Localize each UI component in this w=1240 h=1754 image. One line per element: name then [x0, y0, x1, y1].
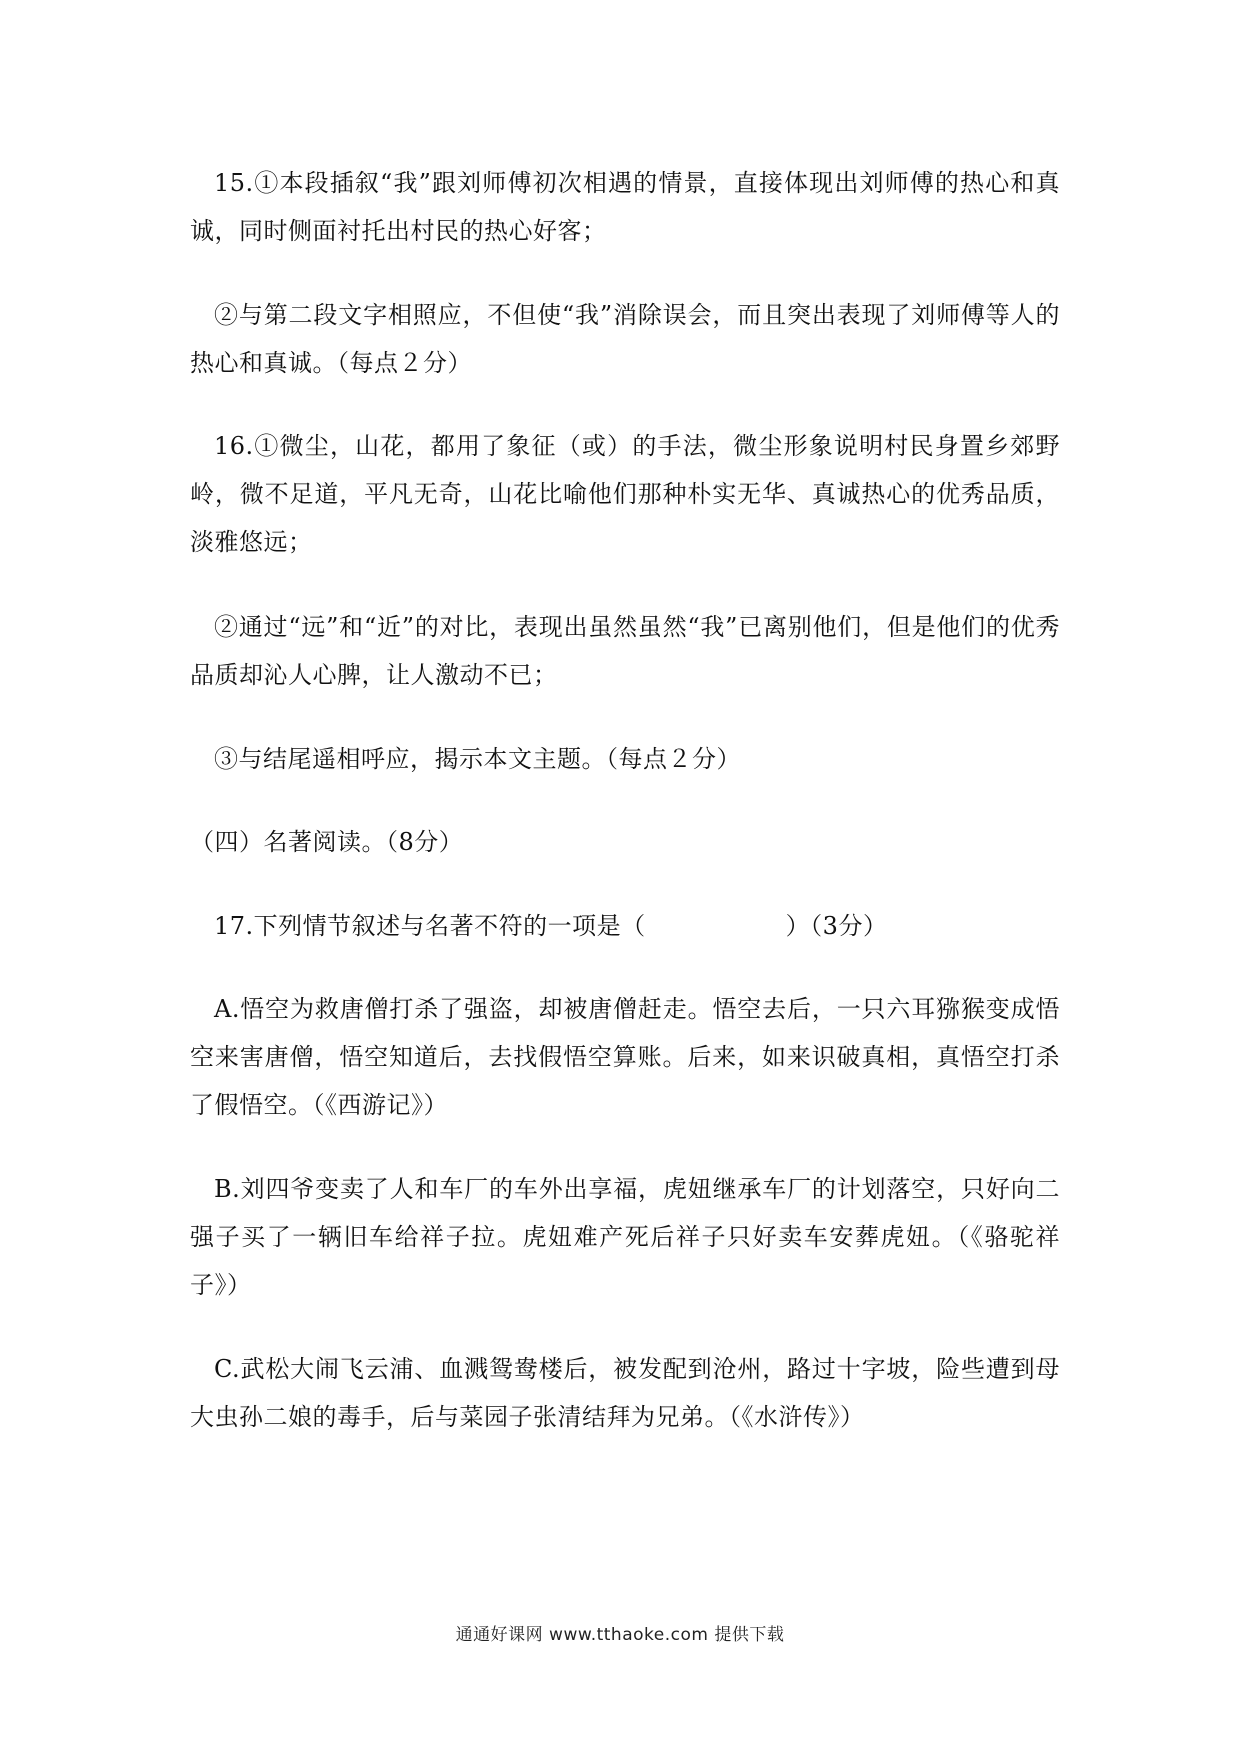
answer-15-part-1: 15.①本段插叙“我”跟刘师傅初次相遇的情景，直接体现出刘师傅的热心和真诚，同时侧面衬托出村民的热心好客； [190, 169, 1060, 245]
footer-source-note: 通通好课网 www.tthaoke.com 提供下载 [455, 1625, 785, 1645]
answer-16-part-2: ②通过“远”和“近”的对比，表现出虽然虽然“我”已离别他们，但是他们的优秀品质却沁人心脾，让人激动不已； [190, 613, 1060, 689]
answer-15-part-2: ②与第二段文字相照应，不但使“我”消除误会，而且突出表现了刘师傅等人的热心和真诚。（每点２分） [190, 301, 1060, 377]
question-17-stem [190, 902, 1060, 950]
question-17-stem-before: 17.下列情节叙述与名著不符的一项是（ [214, 912, 646, 940]
question-17-option-b: B.刘四爷变卖了人和车厂的车外出享福，虎妞继承车厂的计划落空，只好向二强子买了一辆旧车给祥子拉。虎妞难产死后祥子只好卖车安葬虎妞。（《骆驼祥子》） [190, 1175, 1060, 1299]
question-17-option-c: C.武松大闹飞云浦、血溅鸳鸯楼后，被发配到沧州，路过十字坡，险些遭到母大虫孙二娘的毒手，后与菜园子张清结拜为兄弟。（《水浒传》） [190, 1355, 1060, 1431]
question-17-option-a: A.悟空为救唐僧打杀了强盗，却被唐僧赶走。悟空去后，一只六耳猕猴变成悟空来害唐僧，悟空知道后，去找假悟空算账。后来，如来识破真相，真悟空打杀了假悟空。（《西游记》） [190, 995, 1060, 1119]
answer-16-part-3: ③与结尾遥相呼应，揭示本文主题。（每点２分） [214, 745, 741, 773]
section-heading-classics-reading: （四）名著阅读。（8分） [190, 828, 464, 856]
answer-16-part-1: 16.①微尘，山花，都用了象征（或）的手法，微尘形象说明村民身置乡郊野岭，微不足道，平凡无奇，山花比喻他们那种朴实无华、真诚热心的优秀品质，淡雅悠远； [190, 432, 1060, 556]
question-17-stem-after: ）（3分） [785, 912, 888, 940]
